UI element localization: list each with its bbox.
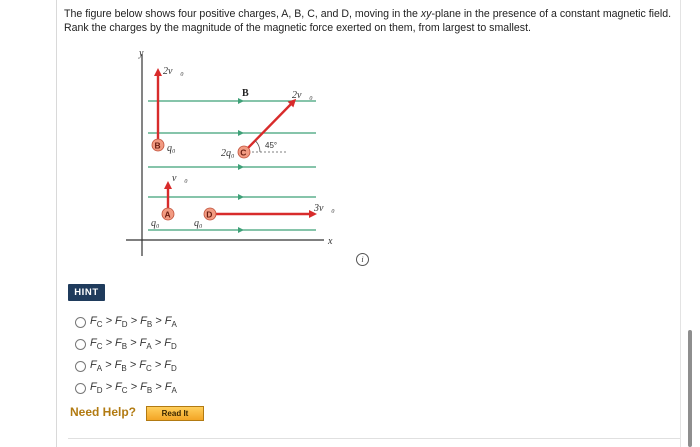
question-plane: xy <box>420 8 432 20</box>
charge-B-velocity: 2v⃗₀ <box>163 66 184 77</box>
charge-B <box>152 139 164 151</box>
svg-text:D: D <box>206 209 213 220</box>
hint-button[interactable]: HINT <box>68 284 105 301</box>
question-line1-start: The figure below shows four positive charges, A, B, C, and D, moving in the <box>64 8 421 20</box>
svg-text:B: B <box>154 140 161 151</box>
need-help-label: Need Help? <box>70 405 137 419</box>
option-label: $F_A > F_B > F_C > F_D$ <box>90 358 177 374</box>
option-label: $F_C > F_B > F_A > F_D$ <box>90 336 177 352</box>
info-icon[interactable]: i <box>356 253 369 266</box>
answer-option-2[interactable] <box>75 333 177 355</box>
radio-button[interactable] <box>75 339 86 350</box>
answer-options <box>75 311 177 399</box>
radio-button[interactable] <box>75 383 86 394</box>
field-label: B⃗ <box>242 88 257 99</box>
scrollbar-thumb[interactable] <box>688 330 692 447</box>
x-axis-label: x <box>328 236 333 247</box>
angle-label: 45° <box>265 141 278 150</box>
y-axis-label: y <box>139 48 144 59</box>
charge-D <box>204 208 216 220</box>
charge-C <box>238 146 250 158</box>
charge-C-charge: 2q₀ <box>221 148 235 159</box>
answer-option-3[interactable] <box>75 355 177 377</box>
charge-D-velocity: 3v⃗₀ <box>314 203 335 214</box>
bottom-divider <box>68 438 680 439</box>
svg-text:A: A <box>164 209 171 220</box>
left-border <box>56 0 57 447</box>
option-label: $F_D > F_C > F_B > F_A$ <box>90 380 177 396</box>
radio-button[interactable] <box>75 317 86 328</box>
answer-option-1[interactable] <box>75 311 177 333</box>
charge-A-velocity: v⃗₀ <box>172 173 188 184</box>
svg-text:C: C <box>240 147 247 158</box>
charge-A <box>162 208 174 220</box>
right-border <box>680 0 681 447</box>
charge-A-charge: q₀ <box>151 218 160 229</box>
question-line1-end: -plane in the presence of a constant magnetic field. <box>431 8 672 20</box>
radio-button[interactable] <box>75 361 86 372</box>
question-line2: Rank the charges by the magnitude of the magnetic force exerted on them, from largest to smallest. <box>64 21 531 34</box>
option-label: $F_C > F_D > F_B > F_A$ <box>90 314 177 330</box>
question-text <box>64 8 676 35</box>
charge-C-velocity: 2v⃗₀ <box>292 90 313 101</box>
charge-D-charge: q₀ <box>194 218 203 229</box>
read-it-button[interactable]: Read It <box>146 406 204 421</box>
angle-arc <box>255 141 260 152</box>
answer-option-4[interactable] <box>75 377 177 399</box>
magnetic-field-figure <box>118 44 350 262</box>
charge-B-charge: q₀ <box>167 143 176 154</box>
